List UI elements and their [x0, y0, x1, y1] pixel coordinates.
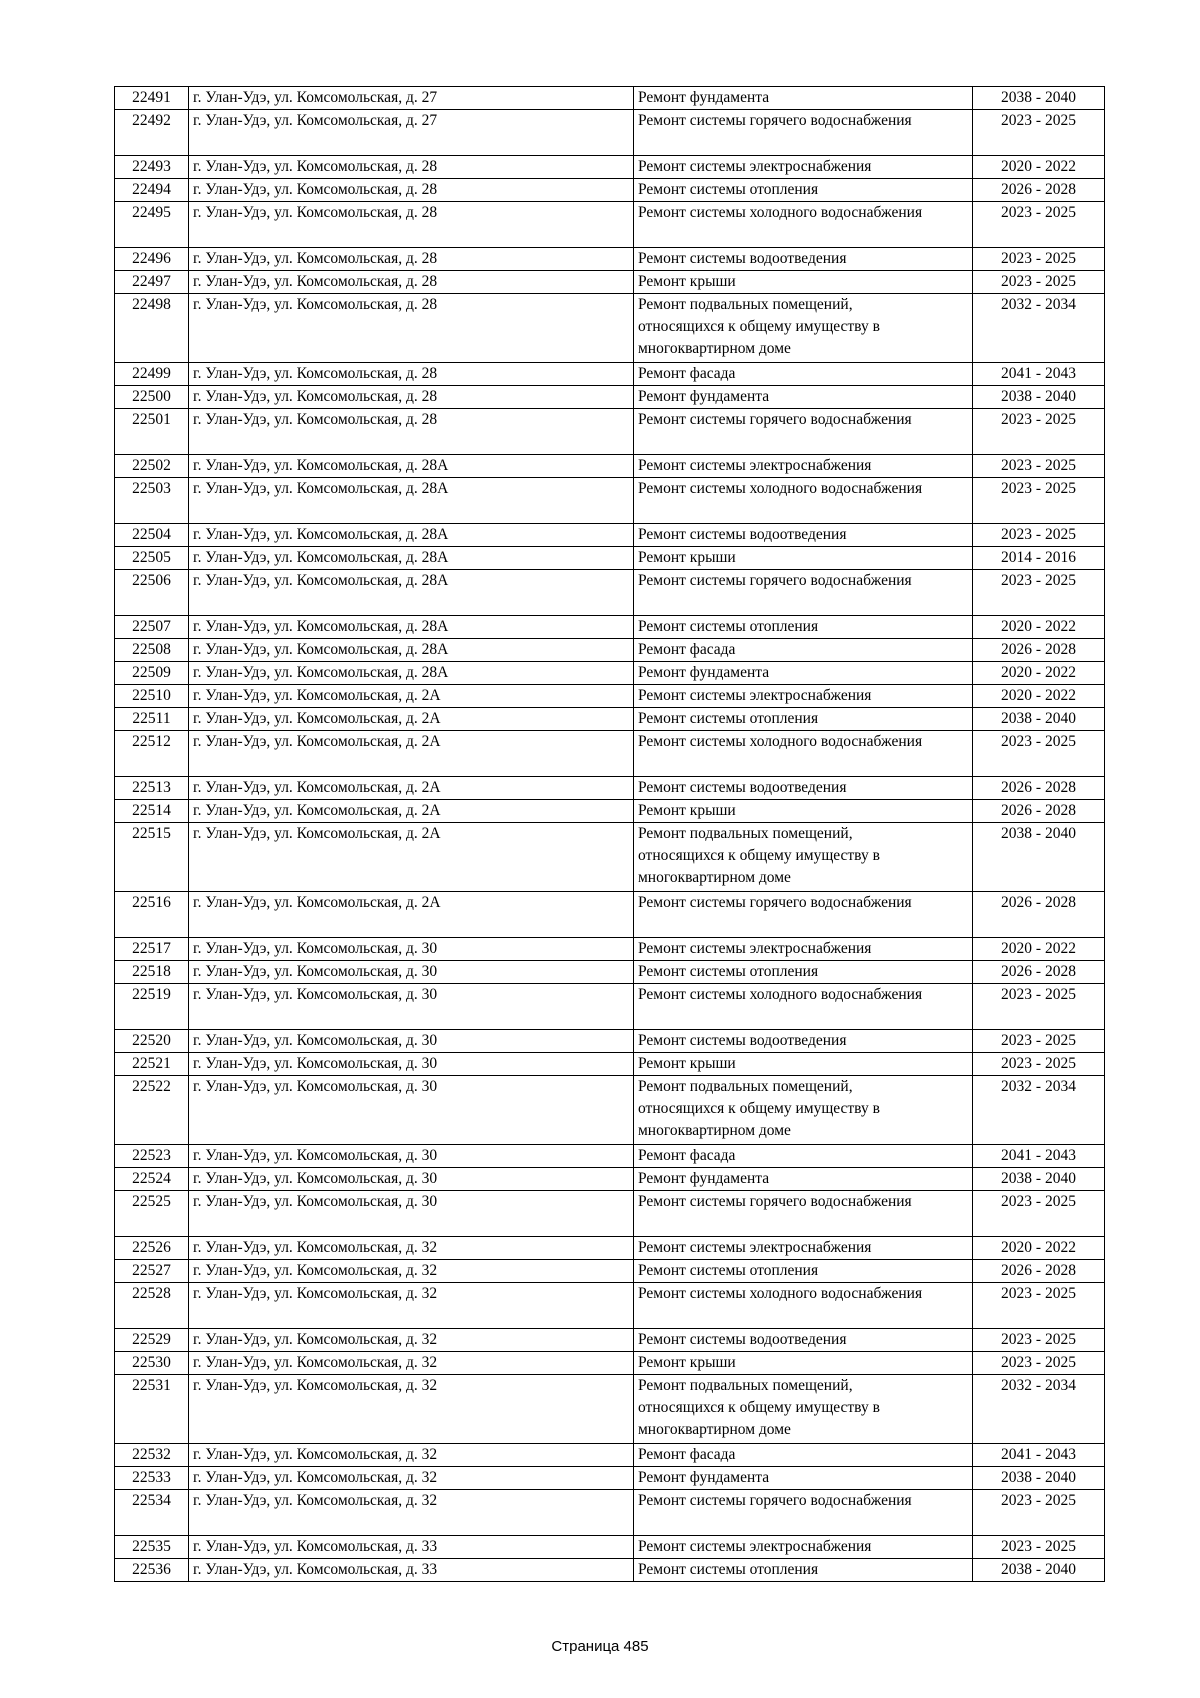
- work-type-cell: Ремонт системы горячего водоснабжения: [634, 1490, 973, 1536]
- address-cell: г. Улан-Удэ, ул. Комсомольская, д. 30: [189, 961, 634, 984]
- table-row: [115, 616, 1105, 639]
- row-number-cell: 22519: [115, 984, 189, 1030]
- address-cell: г. Улан-Удэ, ул. Комсомольская, д. 30: [189, 1030, 634, 1053]
- period-cell: 2020 - 2022: [973, 685, 1105, 708]
- table-row: [115, 409, 1105, 455]
- period-cell: 2038 - 2040: [973, 1467, 1105, 1490]
- address-cell: г. Улан-Удэ, ул. Комсомольская, д. 28: [189, 156, 634, 179]
- period-cell: 2023 - 2025: [973, 1490, 1105, 1536]
- table-row: [115, 156, 1105, 179]
- period-cell: 2032 - 2034: [973, 1375, 1105, 1444]
- address-cell: г. Улан-Удэ, ул. Комсомольская, д. 32: [189, 1467, 634, 1490]
- address-cell: г. Улан-Удэ, ул. Комсомольская, д. 27: [189, 87, 634, 110]
- address-cell: г. Улан-Удэ, ул. Комсомольская, д. 32: [189, 1490, 634, 1536]
- page-number: Страница 485: [551, 1638, 649, 1655]
- address-cell: г. Улан-Удэ, ул. Комсомольская, д. 32: [189, 1329, 634, 1352]
- work-type-cell: Ремонт фундамента: [634, 386, 973, 409]
- address-cell: г. Улан-Удэ, ул. Комсомольская, д. 32: [189, 1375, 634, 1444]
- work-type-cell: Ремонт системы водоотведения: [634, 1329, 973, 1352]
- period-cell: 2023 - 2025: [973, 984, 1105, 1030]
- period-cell: 2020 - 2022: [973, 1237, 1105, 1260]
- address-cell: г. Улан-Удэ, ул. Комсомольская, д. 28А: [189, 455, 634, 478]
- row-number-cell: 22493: [115, 156, 189, 179]
- row-number-cell: 22525: [115, 1191, 189, 1237]
- address-cell: г. Улан-Удэ, ул. Комсомольская, д. 2А: [189, 777, 634, 800]
- period-cell: 2038 - 2040: [973, 386, 1105, 409]
- address-cell: г. Улан-Удэ, ул. Комсомольская, д. 28А: [189, 662, 634, 685]
- row-number-cell: 22491: [115, 87, 189, 110]
- address-cell: г. Улан-Удэ, ул. Комсомольская, д. 2А: [189, 731, 634, 777]
- period-cell: 2038 - 2040: [973, 708, 1105, 731]
- work-type-cell: Ремонт системы водоотведения: [634, 524, 973, 547]
- row-number-cell: 22532: [115, 1444, 189, 1467]
- work-type-cell: Ремонт системы водоотведения: [634, 777, 973, 800]
- address-cell: г. Улан-Удэ, ул. Комсомольская, д. 2А: [189, 892, 634, 938]
- table-row: [115, 1329, 1105, 1352]
- row-number-cell: 22495: [115, 202, 189, 248]
- work-type-cell: Ремонт фундамента: [634, 662, 973, 685]
- period-cell: 2023 - 2025: [973, 1191, 1105, 1237]
- row-number-cell: 22515: [115, 823, 189, 892]
- table-row: [115, 731, 1105, 777]
- table-row: [115, 271, 1105, 294]
- work-type-cell: Ремонт подвальных помещений, относящихся к общему имуществу в многоквартирном доме: [634, 1076, 973, 1145]
- table-row: [115, 1237, 1105, 1260]
- table-row: [115, 1168, 1105, 1191]
- period-cell: 2023 - 2025: [973, 271, 1105, 294]
- address-cell: г. Улан-Удэ, ул. Комсомольская, д. 28А: [189, 547, 634, 570]
- table-row: [115, 1053, 1105, 1076]
- table-row: [115, 363, 1105, 386]
- address-cell: г. Улан-Удэ, ул. Комсомольская, д. 2А: [189, 708, 634, 731]
- work-type-cell: Ремонт системы отопления: [634, 1559, 973, 1582]
- address-cell: г. Улан-Удэ, ул. Комсомольская, д. 30: [189, 984, 634, 1030]
- work-type-cell: Ремонт системы горячего водоснабжения: [634, 892, 973, 938]
- period-cell: 2023 - 2025: [973, 1283, 1105, 1329]
- row-number-cell: 22521: [115, 1053, 189, 1076]
- address-cell: г. Улан-Удэ, ул. Комсомольская, д. 28: [189, 409, 634, 455]
- period-cell: 2023 - 2025: [973, 455, 1105, 478]
- table-row: [115, 984, 1105, 1030]
- table-row: [115, 777, 1105, 800]
- row-number-cell: 22516: [115, 892, 189, 938]
- period-cell: 2023 - 2025: [973, 1536, 1105, 1559]
- table-row: [115, 478, 1105, 524]
- row-number-cell: 22510: [115, 685, 189, 708]
- period-cell: 2020 - 2022: [973, 616, 1105, 639]
- row-number-cell: 22528: [115, 1283, 189, 1329]
- row-number-cell: 22513: [115, 777, 189, 800]
- row-number-cell: 22523: [115, 1145, 189, 1168]
- address-cell: г. Улан-Удэ, ул. Комсомольская, д. 2А: [189, 685, 634, 708]
- repair-schedule-table: [114, 86, 1105, 1582]
- row-number-cell: 22533: [115, 1467, 189, 1490]
- address-cell: г. Улан-Удэ, ул. Комсомольская, д. 30: [189, 1168, 634, 1191]
- work-type-cell: Ремонт системы холодного водоснабжения: [634, 1283, 973, 1329]
- table-row: [115, 1352, 1105, 1375]
- work-type-cell: Ремонт системы отопления: [634, 616, 973, 639]
- work-type-cell: Ремонт системы электроснабжения: [634, 156, 973, 179]
- row-number-cell: 22517: [115, 938, 189, 961]
- table-row: [115, 1191, 1105, 1237]
- period-cell: 2038 - 2040: [973, 1168, 1105, 1191]
- period-cell: 2026 - 2028: [973, 777, 1105, 800]
- address-cell: г. Улан-Удэ, ул. Комсомольская, д. 2А: [189, 800, 634, 823]
- table-row: [115, 961, 1105, 984]
- address-cell: г. Улан-Удэ, ул. Комсомольская, д. 28А: [189, 570, 634, 616]
- table-row: [115, 1467, 1105, 1490]
- work-type-cell: Ремонт крыши: [634, 1352, 973, 1375]
- row-number-cell: 22509: [115, 662, 189, 685]
- table-row: [115, 524, 1105, 547]
- table-row: [115, 110, 1105, 156]
- table-row: [115, 892, 1105, 938]
- period-cell: 2020 - 2022: [973, 662, 1105, 685]
- table-row: [115, 455, 1105, 478]
- row-number-cell: 22499: [115, 363, 189, 386]
- table-row: [115, 386, 1105, 409]
- work-type-cell: Ремонт системы электроснабжения: [634, 1536, 973, 1559]
- work-type-cell: Ремонт фундамента: [634, 87, 973, 110]
- work-type-cell: Ремонт фасада: [634, 639, 973, 662]
- period-cell: 2023 - 2025: [973, 409, 1105, 455]
- work-type-cell: Ремонт фасада: [634, 1145, 973, 1168]
- work-type-cell: Ремонт системы горячего водоснабжения: [634, 1191, 973, 1237]
- work-type-cell: Ремонт фундамента: [634, 1467, 973, 1490]
- table-row: [115, 179, 1105, 202]
- period-cell: 2026 - 2028: [973, 800, 1105, 823]
- work-type-cell: Ремонт фасада: [634, 363, 973, 386]
- period-cell: 2026 - 2028: [973, 639, 1105, 662]
- row-number-cell: 22522: [115, 1076, 189, 1145]
- row-number-cell: 22529: [115, 1329, 189, 1352]
- table-row: [115, 1536, 1105, 1559]
- work-type-cell: Ремонт крыши: [634, 271, 973, 294]
- address-cell: г. Улан-Удэ, ул. Комсомольская, д. 28: [189, 248, 634, 271]
- row-number-cell: 22527: [115, 1260, 189, 1283]
- address-cell: г. Улан-Удэ, ул. Комсомольская, д. 28А: [189, 478, 634, 524]
- work-type-cell: Ремонт системы холодного водоснабжения: [634, 731, 973, 777]
- row-number-cell: 22520: [115, 1030, 189, 1053]
- period-cell: 2023 - 2025: [973, 1030, 1105, 1053]
- period-cell: 2032 - 2034: [973, 294, 1105, 363]
- address-cell: г. Улан-Удэ, ул. Комсомольская, д. 28: [189, 202, 634, 248]
- work-type-cell: Ремонт системы холодного водоснабжения: [634, 984, 973, 1030]
- table-row: [115, 1559, 1105, 1582]
- table-row: [115, 1076, 1105, 1145]
- period-cell: 2023 - 2025: [973, 1352, 1105, 1375]
- row-number-cell: 22502: [115, 455, 189, 478]
- table-row: [115, 938, 1105, 961]
- period-cell: 2023 - 2025: [973, 110, 1105, 156]
- table-row: [115, 87, 1105, 110]
- address-cell: г. Улан-Удэ, ул. Комсомольская, д. 33: [189, 1536, 634, 1559]
- address-cell: г. Улан-Удэ, ул. Комсомольская, д. 32: [189, 1237, 634, 1260]
- work-type-cell: Ремонт системы электроснабжения: [634, 685, 973, 708]
- table-row: [115, 662, 1105, 685]
- table-row: [115, 570, 1105, 616]
- table-row: [115, 1030, 1105, 1053]
- address-cell: г. Улан-Удэ, ул. Комсомольская, д. 2А: [189, 823, 634, 892]
- work-type-cell: Ремонт системы отопления: [634, 961, 973, 984]
- address-cell: г. Улан-Удэ, ул. Комсомольская, д. 30: [189, 938, 634, 961]
- work-type-cell: Ремонт системы горячего водоснабжения: [634, 409, 973, 455]
- period-cell: 2032 - 2034: [973, 1076, 1105, 1145]
- table-row: [115, 639, 1105, 662]
- period-cell: 2038 - 2040: [973, 823, 1105, 892]
- work-type-cell: Ремонт системы отопления: [634, 1260, 973, 1283]
- work-type-cell: Ремонт крыши: [634, 1053, 973, 1076]
- work-type-cell: Ремонт системы холодного водоснабжения: [634, 202, 973, 248]
- table-row: [115, 1375, 1105, 1444]
- work-type-cell: Ремонт системы горячего водоснабжения: [634, 570, 973, 616]
- row-number-cell: 22511: [115, 708, 189, 731]
- address-cell: г. Улан-Удэ, ул. Комсомольская, д. 30: [189, 1076, 634, 1145]
- work-type-cell: Ремонт системы горячего водоснабжения: [634, 110, 973, 156]
- period-cell: 2038 - 2040: [973, 1559, 1105, 1582]
- address-cell: г. Улан-Удэ, ул. Комсомольская, д. 32: [189, 1352, 634, 1375]
- row-number-cell: 22494: [115, 179, 189, 202]
- table-row: [115, 1444, 1105, 1467]
- table-row: [115, 823, 1105, 892]
- address-cell: г. Улан-Удэ, ул. Комсомольская, д. 28А: [189, 616, 634, 639]
- work-type-cell: Ремонт системы электроснабжения: [634, 938, 973, 961]
- period-cell: 2020 - 2022: [973, 156, 1105, 179]
- period-cell: 2026 - 2028: [973, 1260, 1105, 1283]
- table-row: [115, 708, 1105, 731]
- address-cell: г. Улан-Удэ, ул. Комсомольская, д. 28: [189, 271, 634, 294]
- work-type-cell: Ремонт системы электроснабжения: [634, 455, 973, 478]
- address-cell: г. Улан-Удэ, ул. Комсомольская, д. 28: [189, 363, 634, 386]
- row-number-cell: 22531: [115, 1375, 189, 1444]
- address-cell: г. Улан-Удэ, ул. Комсомольская, д. 33: [189, 1559, 634, 1582]
- period-cell: 2023 - 2025: [973, 202, 1105, 248]
- period-cell: 2023 - 2025: [973, 570, 1105, 616]
- row-number-cell: 22504: [115, 524, 189, 547]
- row-number-cell: 22496: [115, 248, 189, 271]
- work-type-cell: Ремонт крыши: [634, 800, 973, 823]
- address-cell: г. Улан-Удэ, ул. Комсомольская, д. 28А: [189, 524, 634, 547]
- period-cell: 2038 - 2040: [973, 87, 1105, 110]
- row-number-cell: 22524: [115, 1168, 189, 1191]
- period-cell: 2023 - 2025: [973, 731, 1105, 777]
- row-number-cell: 22512: [115, 731, 189, 777]
- table-row: [115, 1145, 1105, 1168]
- work-type-cell: Ремонт крыши: [634, 547, 973, 570]
- work-type-cell: Ремонт системы водоотведения: [634, 248, 973, 271]
- row-number-cell: 22526: [115, 1237, 189, 1260]
- table-row: [115, 800, 1105, 823]
- address-cell: г. Улан-Удэ, ул. Комсомольская, д. 28: [189, 386, 634, 409]
- work-type-cell: Ремонт подвальных помещений, относящихся к общему имуществу в многоквартирном доме: [634, 823, 973, 892]
- address-cell: г. Улан-Удэ, ул. Комсомольская, д. 30: [189, 1145, 634, 1168]
- work-type-cell: Ремонт подвальных помещений, относящихся к общему имуществу в многоквартирном доме: [634, 294, 973, 363]
- address-cell: г. Улан-Удэ, ул. Комсомольская, д. 28: [189, 179, 634, 202]
- period-cell: 2041 - 2043: [973, 363, 1105, 386]
- period-cell: 2026 - 2028: [973, 892, 1105, 938]
- work-type-cell: Ремонт системы отопления: [634, 179, 973, 202]
- work-type-cell: Ремонт системы холодного водоснабжения: [634, 478, 973, 524]
- address-cell: г. Улан-Удэ, ул. Комсомольская, д. 30: [189, 1191, 634, 1237]
- period-cell: 2041 - 2043: [973, 1444, 1105, 1467]
- table-row: [115, 547, 1105, 570]
- address-cell: г. Улан-Удэ, ул. Комсомольская, д. 28А: [189, 639, 634, 662]
- row-number-cell: 22530: [115, 1352, 189, 1375]
- table-row: [115, 685, 1105, 708]
- address-cell: г. Улан-Удэ, ул. Комсомольская, д. 28: [189, 294, 634, 363]
- period-cell: 2020 - 2022: [973, 938, 1105, 961]
- row-number-cell: 22492: [115, 110, 189, 156]
- work-type-cell: Ремонт фасада: [634, 1444, 973, 1467]
- row-number-cell: 22500: [115, 386, 189, 409]
- row-number-cell: 22534: [115, 1490, 189, 1536]
- period-cell: 2023 - 2025: [973, 1329, 1105, 1352]
- work-type-cell: Ремонт системы отопления: [634, 708, 973, 731]
- row-number-cell: 22497: [115, 271, 189, 294]
- table-row: [115, 294, 1105, 363]
- period-cell: 2026 - 2028: [973, 179, 1105, 202]
- row-number-cell: 22498: [115, 294, 189, 363]
- row-number-cell: 22501: [115, 409, 189, 455]
- table-row: [115, 1490, 1105, 1536]
- work-type-cell: Ремонт фундамента: [634, 1168, 973, 1191]
- period-cell: 2023 - 2025: [973, 1053, 1105, 1076]
- table-row: [115, 1260, 1105, 1283]
- row-number-cell: 22518: [115, 961, 189, 984]
- table-row: [115, 1283, 1105, 1329]
- period-cell: 2014 - 2016: [973, 547, 1105, 570]
- work-type-cell: Ремонт системы водоотведения: [634, 1030, 973, 1053]
- row-number-cell: 22505: [115, 547, 189, 570]
- row-number-cell: 22506: [115, 570, 189, 616]
- period-cell: 2026 - 2028: [973, 961, 1105, 984]
- work-type-cell: Ремонт системы электроснабжения: [634, 1237, 973, 1260]
- row-number-cell: 22508: [115, 639, 189, 662]
- row-number-cell: 22507: [115, 616, 189, 639]
- address-cell: г. Улан-Удэ, ул. Комсомольская, д. 30: [189, 1053, 634, 1076]
- table-body: [115, 87, 1105, 1582]
- table-row: [115, 202, 1105, 248]
- address-cell: г. Улан-Удэ, ул. Комсомольская, д. 32: [189, 1283, 634, 1329]
- row-number-cell: 22503: [115, 478, 189, 524]
- period-cell: 2023 - 2025: [973, 248, 1105, 271]
- address-cell: г. Улан-Удэ, ул. Комсомольская, д. 32: [189, 1444, 634, 1467]
- work-type-cell: Ремонт подвальных помещений, относящихся к общему имуществу в многоквартирном доме: [634, 1375, 973, 1444]
- address-cell: г. Улан-Удэ, ул. Комсомольская, д. 32: [189, 1260, 634, 1283]
- period-cell: 2023 - 2025: [973, 478, 1105, 524]
- row-number-cell: 22535: [115, 1536, 189, 1559]
- row-number-cell: 22514: [115, 800, 189, 823]
- address-cell: г. Улан-Удэ, ул. Комсомольская, д. 27: [189, 110, 634, 156]
- period-cell: 2023 - 2025: [973, 524, 1105, 547]
- row-number-cell: 22536: [115, 1559, 189, 1582]
- period-cell: 2041 - 2043: [973, 1145, 1105, 1168]
- table-row: [115, 248, 1105, 271]
